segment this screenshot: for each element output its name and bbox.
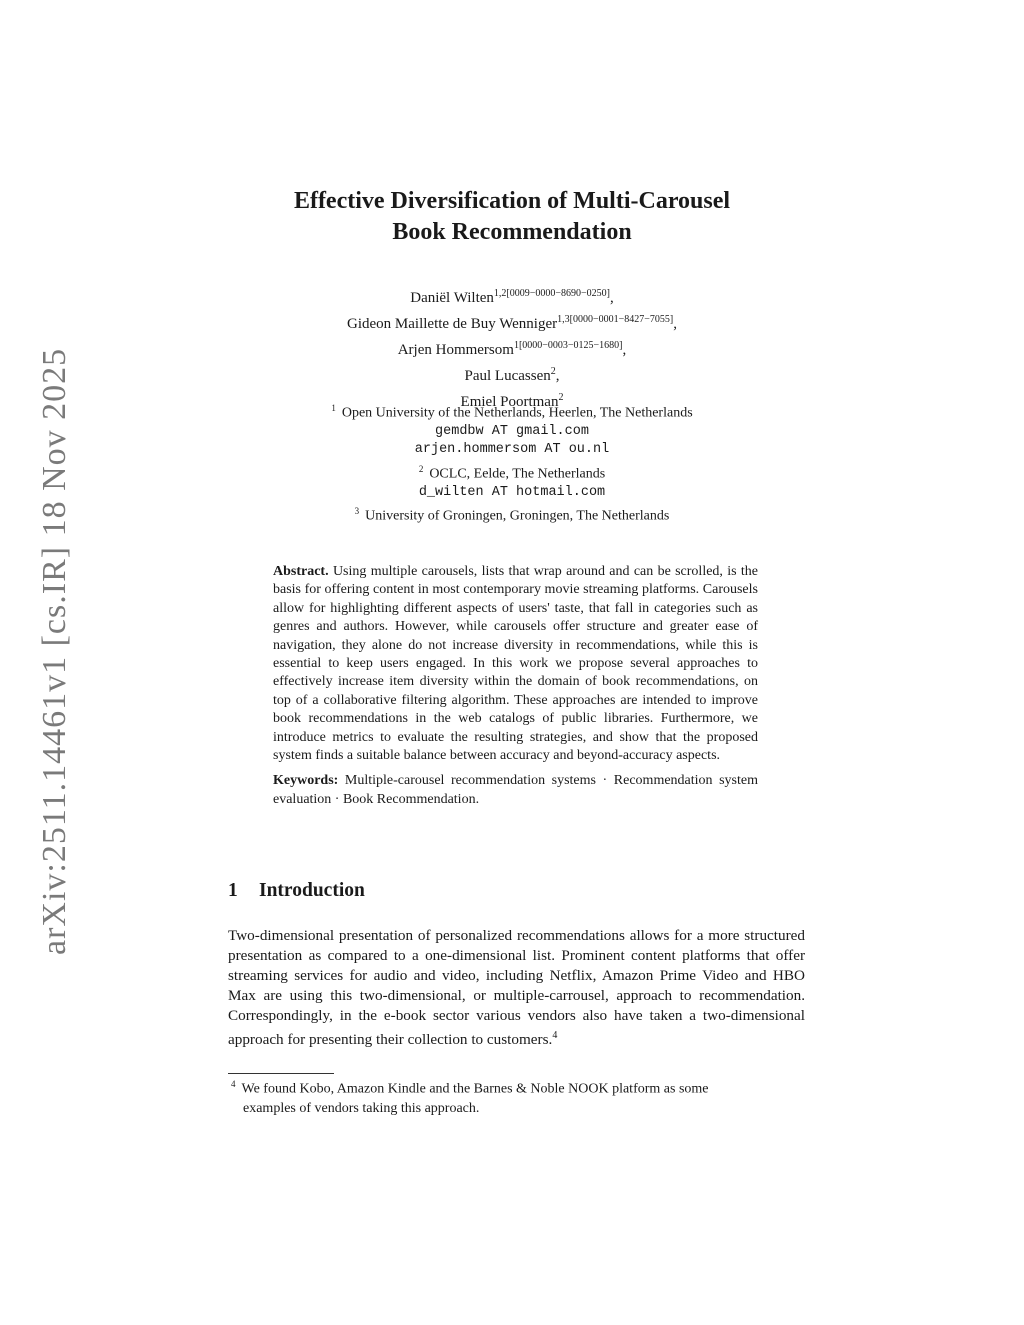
keywords-label: Keywords: bbox=[273, 773, 339, 789]
author-list bbox=[0, 283, 1024, 413]
affiliation-email: d_wilten AT hotmail.com bbox=[418, 484, 606, 500]
affiliation-2: $^2$ OCLC, Eelde, The Netherlands bbox=[418, 463, 606, 482]
title-line-1: Effective Diversification of Multi-Carousel bbox=[293, 188, 731, 214]
section-title: Introduction bbox=[259, 880, 365, 901]
author: Arjen Hommersom$^{1[0000-0003-0125-1680]}$, bbox=[397, 340, 627, 358]
author: Daniël Wilten$^{1,2[0009-0000-8690-0250]}$, bbox=[410, 288, 614, 306]
abstract-text: Using multiple carousels, lists that wrap around and can be scrolled, is the basis for offering content in most contemporary movie streaming platforms. Carousels allow for highlighting different aspects of users' taste, that fall in categories such as genres and authors. However, while carousels offer structure and greater ease of navigation, they alone do not increase diversity in recommendations, while this is essential to keep users engaged. In this work we propose several approaches to effectively increase item diversity within the domain of book recommendations, on top of a collaborative filtering algorithm. These approaches are intended to improve book recommendations in the web catalogs of public libraries. Furthermore, we introduce metrics to evaluate the resulting strategies, and show that the proposed system finds a suitable balance between accuracy and beyond-accuracy aspects. bbox=[273, 564, 758, 764]
footnote: $^4$ We found Kobo, Amazon Kindle and the Barnes & Noble NOOK platform as some examples of vendors taking this approach. bbox=[231, 1079, 709, 1116]
footnote-rule bbox=[228, 1073, 334, 1074]
affiliation-1: $^1$ Open University of the Netherlands, Heerlen, The Netherlands bbox=[331, 403, 693, 421]
author: Gideon Maillette de Buy Wenniger$^{1,3[0000-0001-8427-7055]}$, bbox=[347, 314, 677, 332]
affiliations bbox=[0, 399, 1024, 526]
keywords-paragraph bbox=[273, 772, 758, 809]
affiliation-email: arjen.hommersom AT ou.nl bbox=[414, 442, 610, 458]
section-heading bbox=[228, 880, 365, 902]
title-line-2: Book Recommendation bbox=[392, 219, 632, 245]
abstract-label: Abstract. bbox=[273, 564, 329, 579]
affiliation-email: gemdbw AT gmail.com bbox=[435, 423, 589, 439]
affiliation-3: $^3$ University of Groningen, Groningen, The Netherlands bbox=[354, 505, 670, 524]
section-number: 1 bbox=[228, 880, 238, 901]
footnote-marker: 4 bbox=[552, 1030, 558, 1041]
author: Paul Lucassen$^2$, bbox=[464, 366, 560, 384]
abstract-paragraph bbox=[273, 563, 758, 765]
arxiv-identifier-stamp: arXiv:2511.14461v1 [cs.IR] 18 Nov 2025 bbox=[36, 347, 73, 955]
keywords-text: Multiple-carousel recommendation systems · Recommendation system evaluation · Book Recommendation. bbox=[273, 773, 758, 807]
author: Emiel Poortman$^2$ bbox=[460, 392, 564, 410]
intro-paragraph: Two-dimensional presentation of personalized recommendations allows for a more structured presentation as compared to a one-dimensional list. Prominent content platforms that offer streaming services for audio and video, including Netflix, Amazon Prime Video and HBO Max are using this two-dimensional, or multiple-carrousel, approach to recommendation. Correspondingly, in the e-book sector various vendors also have taken a two-dimensional approach for presenting their collection to customers.$^4$ bbox=[228, 927, 805, 1049]
abstract-block bbox=[273, 563, 758, 816]
footnote-number: 4 bbox=[231, 1079, 236, 1089]
paper-title bbox=[0, 186, 1024, 248]
